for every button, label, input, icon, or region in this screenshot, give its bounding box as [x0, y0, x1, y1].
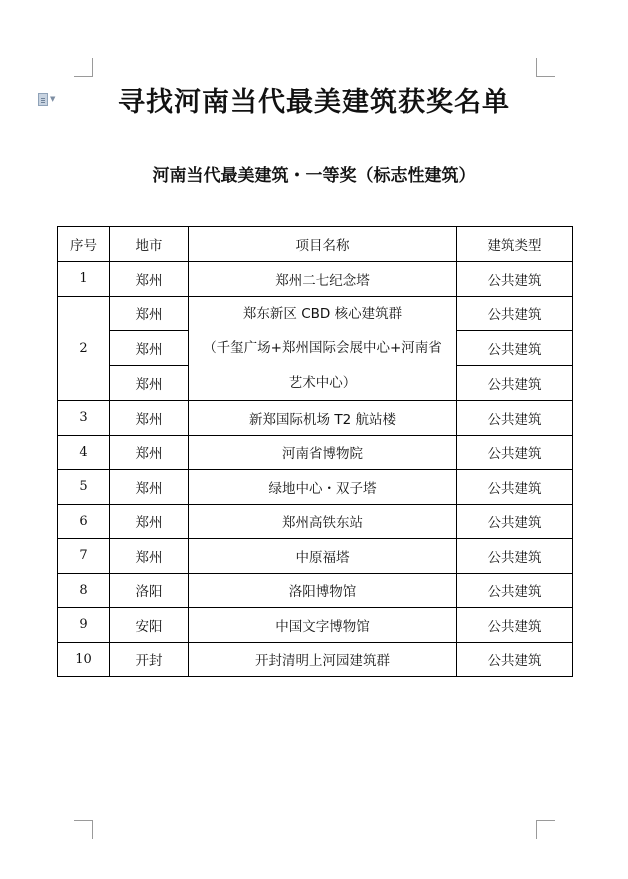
row-project-line: 郑东新区 CBD 核心建筑群 — [242, 305, 403, 322]
row-type: 公共建筑 — [457, 331, 573, 366]
row-city: 郑州 — [110, 366, 189, 401]
awards-table — [57, 226, 573, 677]
page-corner-bottom-left — [74, 820, 93, 839]
row-project: 郑州二七纪念塔 — [189, 262, 457, 297]
row-city: 开封 — [110, 642, 189, 677]
row-city: 郑州 — [110, 435, 189, 470]
row-type: 公共建筑 — [457, 296, 573, 331]
row-project: 新郑国际机场 T2 航站楼 — [189, 401, 457, 436]
page-subtitle: 河南当代最美建筑・一等奖（标志性建筑） — [152, 166, 476, 186]
row-project: 郑州高铁东站 — [189, 504, 457, 539]
page-title: 寻找河南当代最美建筑获奖名单 — [118, 87, 510, 118]
page-corner-top-left — [74, 58, 93, 77]
row-city: 郑州 — [110, 504, 189, 539]
row-project-line: （千玺广场+郑州国际会展中心+河南省 — [203, 340, 442, 356]
table-row — [58, 539, 573, 574]
row-type: 公共建筑 — [457, 262, 573, 297]
row-index: 5 — [58, 470, 110, 505]
row-index: 7 — [58, 539, 110, 574]
row-index: 8 — [58, 573, 110, 608]
row-type: 公共建筑 — [457, 470, 573, 505]
table-row — [58, 642, 573, 677]
row-city: 郑州 — [110, 296, 189, 331]
table-row — [58, 470, 573, 505]
table-row — [58, 573, 573, 608]
row-project: 绿地中心・双子塔 — [189, 470, 457, 505]
table-row — [58, 262, 573, 297]
row-index: 3 — [58, 401, 110, 436]
row-city: 郑州 — [110, 262, 189, 297]
page-corner-top-right — [536, 58, 555, 77]
table-row — [58, 435, 573, 470]
row-type: 公共建筑 — [457, 573, 573, 608]
row-city: 郑州 — [110, 331, 189, 366]
header-type: 建筑类型 — [457, 227, 573, 262]
row-project: 开封清明上河园建筑群 — [189, 642, 457, 677]
row-project: 中原福塔 — [189, 539, 457, 574]
row-project-line: 艺术中心） — [288, 374, 357, 391]
table-row — [58, 401, 573, 436]
table-header-row — [58, 227, 573, 262]
row-city: 洛阳 — [110, 573, 189, 608]
row-type: 公共建筑 — [457, 539, 573, 574]
row-index: 2 — [58, 296, 110, 401]
row-city: 郑州 — [110, 401, 189, 436]
row-city: 郑州 — [110, 539, 189, 574]
row-project — [189, 296, 457, 401]
row-city: 郑州 — [110, 470, 189, 505]
row-type: 公共建筑 — [457, 504, 573, 539]
row-city: 安阳 — [110, 608, 189, 643]
row-project: 洛阳博物馆 — [189, 573, 457, 608]
row-type: 公共建筑 — [457, 366, 573, 401]
row-type: 公共建筑 — [457, 608, 573, 643]
row-type: 公共建筑 — [457, 642, 573, 677]
header-index: 序号 — [58, 227, 110, 262]
header-project: 项目名称 — [189, 227, 457, 262]
row-project: 河南省博物院 — [189, 435, 457, 470]
row-index: 4 — [58, 435, 110, 470]
row-type: 公共建筑 — [457, 435, 573, 470]
table-row — [58, 608, 573, 643]
row-index: 1 — [58, 262, 110, 297]
header-city: 地市 — [110, 227, 189, 262]
table-row — [58, 296, 573, 331]
chevron-down-icon: ▼ — [50, 94, 56, 103]
row-index: 10 — [58, 642, 110, 677]
page-corner-bottom-right — [536, 820, 555, 839]
table-row — [58, 504, 573, 539]
row-index: 6 — [58, 504, 110, 539]
row-project: 中国文字博物馆 — [189, 608, 457, 643]
row-index: 9 — [58, 608, 110, 643]
row-type: 公共建筑 — [457, 401, 573, 436]
